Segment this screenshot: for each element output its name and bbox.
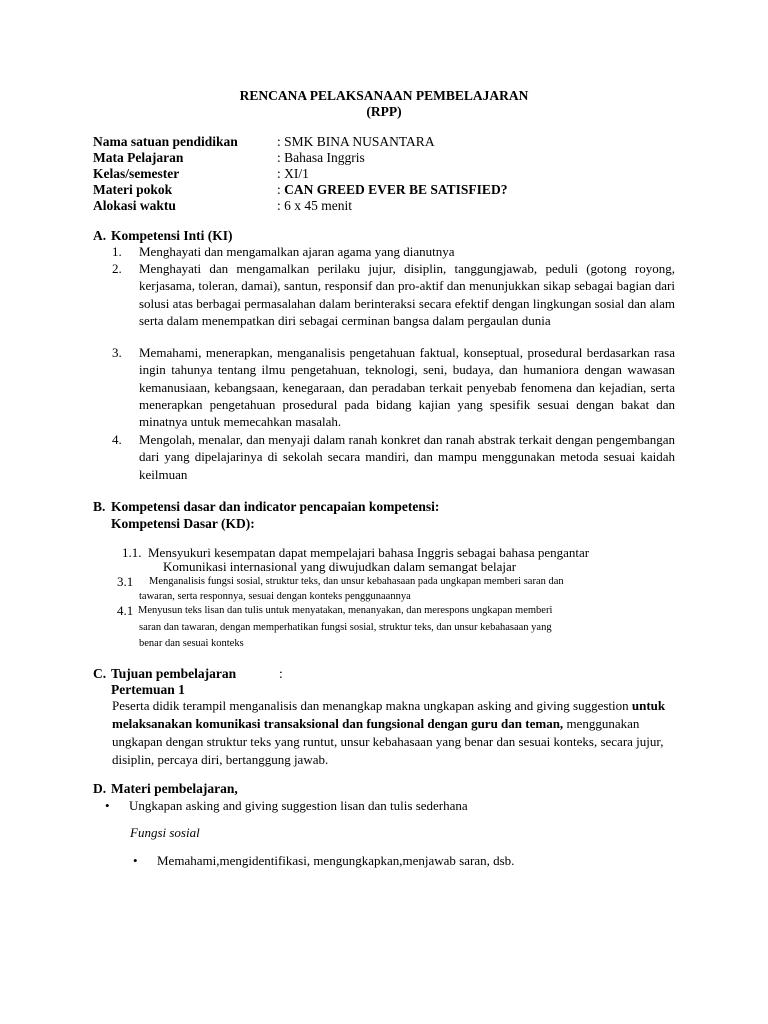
objective-bold-text: untuk melaksanakan komunikasi transaksional dan fungsional dengan guru dan teman, (112, 698, 666, 731)
list-number: 3. (112, 345, 122, 360)
identity-value-topic: CAN GREED EVER BE SATISFIED? (284, 182, 508, 197)
objective-text: menggunakan ungkapan dengan struktur teks yang runtut, unsur kebahasaan yang benar dan sesuai konteks, secara jujur, disiplin, percaya diri, bertanggung jawab. (112, 716, 664, 767)
identity-label: Materi pokok (93, 182, 173, 197)
ki-item-3 (112, 344, 675, 430)
kd-1-1-line: Mensyukuri kesempatan dapat mempelajari bahasa Inggris sebagai bahasa pengantar (148, 545, 590, 560)
kd-1-1-line: Komunikasi internasional yang diwujudkan dalam semangat belajar (163, 559, 517, 574)
ki-item-1 (112, 243, 675, 260)
section-letter: B. (93, 499, 106, 514)
list-number: 1. (112, 244, 122, 259)
bullet-text: Memahami,mengidentifikasi, mengungkapkan,menjawab saran, dsb. (157, 853, 515, 868)
list-text: Menghayati dan mengamalkan perilaku jujur, disiplin, tanggungjawab, peduli (gotong royong, kerjasama, toleran, damai), santun, responsif dan pro-aktif dan menunjukkan sikap sebagai bagian dari solusi atas berbagai permasalahan dalam berinteraksi secara efektif dengan lingkungan sosial dan alam serta dalam menempatkan diri sebagai cerminan bangsa dalam pergaulan dunia (139, 261, 675, 328)
section-letter: A. (93, 228, 107, 243)
section-letter: D. (93, 781, 107, 796)
kd-3-1-number: 3.1 (117, 574, 134, 589)
identity-value (277, 182, 507, 198)
objective-text: Peserta didik terampil menganalisis dan menangkap makna ungkapan asking and giving suggestion (112, 698, 632, 713)
identity-label: Kelas/semester (93, 166, 180, 181)
bullet-icon: • (133, 853, 138, 868)
list-number: 2. (112, 261, 122, 276)
bullet-icon: • (105, 798, 110, 813)
bullet-text: Ungkapan asking and giving suggestion lisan dan tulis sederhana (129, 798, 468, 813)
kd-4-1-line: Menyusun teks lisan dan tulis untuk menyatakan, menanyakan, dan merespons ungkapan memberi (138, 605, 553, 616)
identity-value-prefix: : (277, 182, 285, 197)
identity-value: : 6 x 45 menit (277, 198, 352, 213)
section-title: Kompetensi Inti (KI) (111, 228, 233, 243)
ki-item-2 (112, 260, 675, 329)
identity-label: Nama satuan pendidikan (93, 134, 238, 149)
identity-value: : XI/1 (277, 166, 309, 181)
meeting-label: Pertemuan 1 (111, 682, 185, 697)
section-title: Tujuan pembelajaran (111, 666, 237, 681)
identity-value: : SMK BINA NUSANTARA (277, 134, 435, 149)
identity-value: : Bahasa Inggris (277, 150, 365, 165)
kd-4-1-number: 4.1 (117, 603, 134, 618)
kd-4-1-line: benar dan sesuai konteks (139, 638, 244, 649)
list-text: Menghayati dan mengamalkan ajaran agama yang dianutnya (139, 244, 455, 259)
fungsi-sosial-label: Fungsi sosial (130, 825, 200, 840)
ki-item-4 (112, 431, 675, 483)
section-title: Materi pembelajaran, (111, 781, 238, 796)
kd-3-1-line: Menganalisis fungsi sosial, struktur teks, dan unsur kebahasaan pada ungkapan memberi saran dan (149, 576, 564, 587)
kd-3-1-line: tawaran, serta responnya, sesuai dengan konteks penggunaannya (139, 591, 411, 602)
identity-label: Alokasi waktu (93, 198, 176, 213)
section-title: Kompetensi dasar dan indicator pencapaian kompetensi: (111, 499, 440, 514)
kd-1-1-number: 1.1. (122, 545, 142, 560)
document-subtitle: (RPP) (366, 104, 402, 119)
section-letter: C. (93, 666, 107, 681)
kd-4-1-line: saran dan tawaran, dengan memperhatikan fungsi sosial, struktur teks, dan unsur kebahasaan yang (139, 622, 552, 633)
section-colon: : (279, 666, 283, 681)
identity-label: Mata Pelajaran (93, 150, 184, 165)
list-number: 4. (112, 432, 122, 447)
list-text: Memahami, menerapkan, menganalisis pengetahuan faktual, konseptual, prosedural berdasarkan rasa ingin tahunya tentang ilmu pengetahuan, teknologi, seni, budaya, dan humaniora dengan wawasan kemanusiaan, kebangsaan, kenegaraan, dan peradaban terkait penyebab fenomena dan kejadian, serta menerapkan pengetahuan prosedural pada bidang kajian yang spesifik sesuai dengan bakat dan minatnya untuk memecahkan masalah. (139, 345, 675, 430)
section-subtitle: Kompetensi Dasar (KD): (111, 516, 255, 531)
list-text: Mengolah, menalar, dan menyaji dalam ranah konkret dan ranah abstrak terkait dengan pengembangan dari yang dipelajarinya di sekolah secara mandiri, dan mampu menggunakan metoda sesuai kaidah keilmuan (139, 432, 675, 482)
learning-objective-paragraph (112, 697, 672, 769)
document-title: RENCANA PELAKSANAAN PEMBELAJARAN (239, 88, 529, 103)
